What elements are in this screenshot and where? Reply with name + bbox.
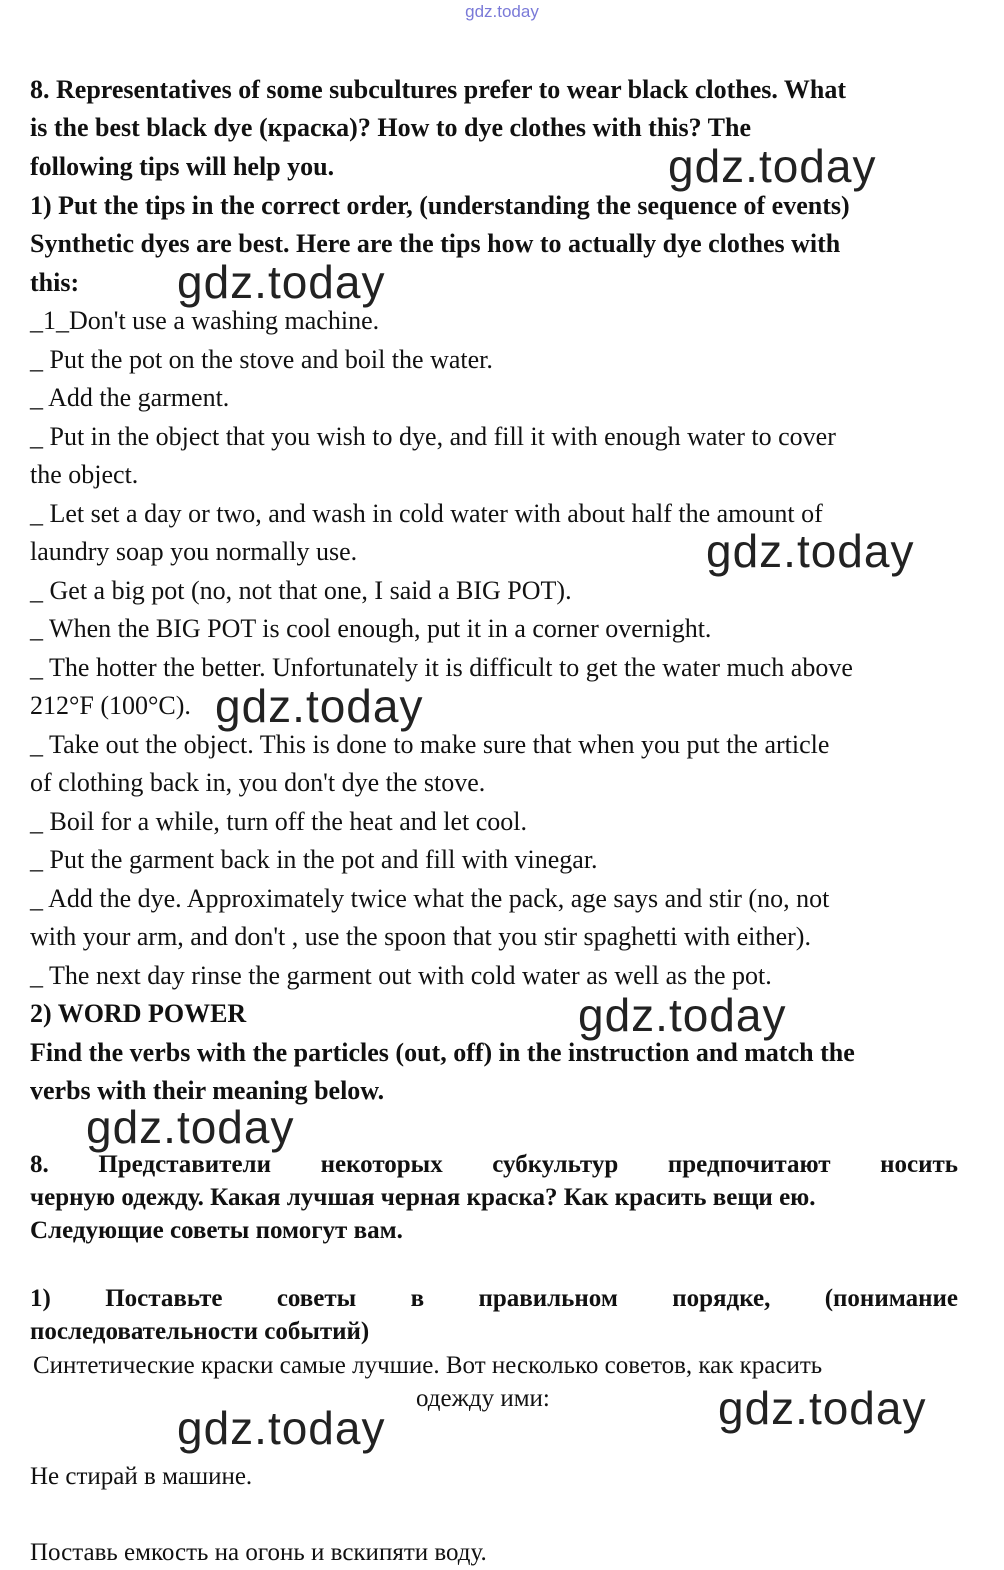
tip-line: _ Boil for a while, turn off the heat and let cool. bbox=[30, 807, 527, 836]
tip-line: _1_Don't use a washing machine. bbox=[30, 306, 380, 335]
watermark: gdz.today bbox=[668, 140, 877, 192]
tip-line: _ When the BIG POT is cool enough, put it in a corner overnight. bbox=[30, 614, 712, 643]
watermark: gdz.today bbox=[706, 525, 915, 577]
tip-line: _ Add the dye. Approximately twice what the pack, age says and stir (no, not bbox=[30, 884, 830, 913]
tip-line: laundry soap you normally use. bbox=[30, 537, 358, 566]
tip-line: 212°F (100°C). bbox=[30, 691, 191, 720]
tip-line: _ Let set a day or two, and wash in cold water with about half the amount of bbox=[30, 499, 823, 528]
russian-task1-line: последовательности событий) bbox=[30, 1318, 370, 1345]
watermark: gdz.today bbox=[86, 1101, 295, 1153]
tip-line: _ The hotter the better. Unfortunately it is difficult to get the water much above bbox=[30, 653, 853, 682]
russian-intro-line: Синтетические краски самые лучшие. Вот несколько советов, как красить bbox=[33, 1352, 823, 1379]
header-watermark: gdz.today bbox=[465, 2, 539, 21]
russian-tip-line: Поставь емкость на огонь и вскипяти воду. bbox=[30, 1539, 487, 1566]
russian-intro-line: одежду ими: bbox=[416, 1385, 550, 1412]
tip-line: _ Put the pot on the stove and boil the water. bbox=[30, 345, 493, 374]
task1-line: Synthetic dyes are best. Here are the tips how to actually dye clothes with bbox=[30, 229, 841, 258]
task1-line: this: bbox=[30, 268, 80, 297]
watermark: gdz.today bbox=[578, 989, 787, 1041]
english-heading-line: is the best black dye (краска)? How to dye clothes with this? The bbox=[30, 113, 751, 142]
watermark: gdz.today bbox=[718, 1382, 927, 1434]
russian-heading-line: Следующие советы помогут вам. bbox=[30, 1217, 403, 1244]
tip-line: _ Add the garment. bbox=[30, 383, 230, 412]
watermark: gdz.today bbox=[177, 1402, 386, 1454]
tip-line: with your arm, and don't , use the spoon that you stir spaghetti with either). bbox=[30, 922, 811, 951]
tip-line: _ Take out the object. This is done to make sure that when you put the article bbox=[30, 730, 830, 759]
russian-task1-line: 1) Поставьте советы в правильном порядке, (понимание bbox=[30, 1285, 958, 1312]
english-heading-line: following tips will help you. bbox=[30, 152, 335, 181]
russian-heading-line: черную одежду. Какая лучшая черная краска? Как красить вещи ею. bbox=[30, 1184, 816, 1211]
tip-line: _ Put in the object that you wish to dye, and fill it with enough water to cover bbox=[30, 422, 836, 451]
russian-tip-line: Не стирай в машине. bbox=[30, 1463, 253, 1490]
task2-line: verbs with their meaning below. bbox=[30, 1076, 385, 1105]
tip-line: of clothing back in, you don't dye the stove. bbox=[30, 768, 486, 797]
tip-line: _ The next day rinse the garment out with cold water as well as the pot. bbox=[30, 961, 772, 990]
task2-line: Find the verbs with the particles (out, off) in the instruction and match the bbox=[30, 1038, 855, 1067]
tip-line: the object. bbox=[30, 460, 139, 489]
tip-line: _ Put the garment back in the pot and fill with vinegar. bbox=[30, 845, 598, 874]
russian-heading-line: 8. Представители некоторых субкультур предпочитают носить bbox=[30, 1151, 958, 1178]
task1-line: 1) Put the tips in the correct order, (understanding the sequence of events) bbox=[30, 191, 850, 220]
watermark: gdz.today bbox=[215, 680, 424, 732]
watermark: gdz.today bbox=[177, 256, 386, 308]
task2-line: 2) WORD POWER bbox=[30, 999, 247, 1028]
tip-line: _ Get a big pot (no, not that one, I said a BIG POT). bbox=[30, 576, 572, 605]
english-heading-line: 8. Representatives of some subcultures prefer to wear black clothes. What bbox=[30, 75, 847, 104]
